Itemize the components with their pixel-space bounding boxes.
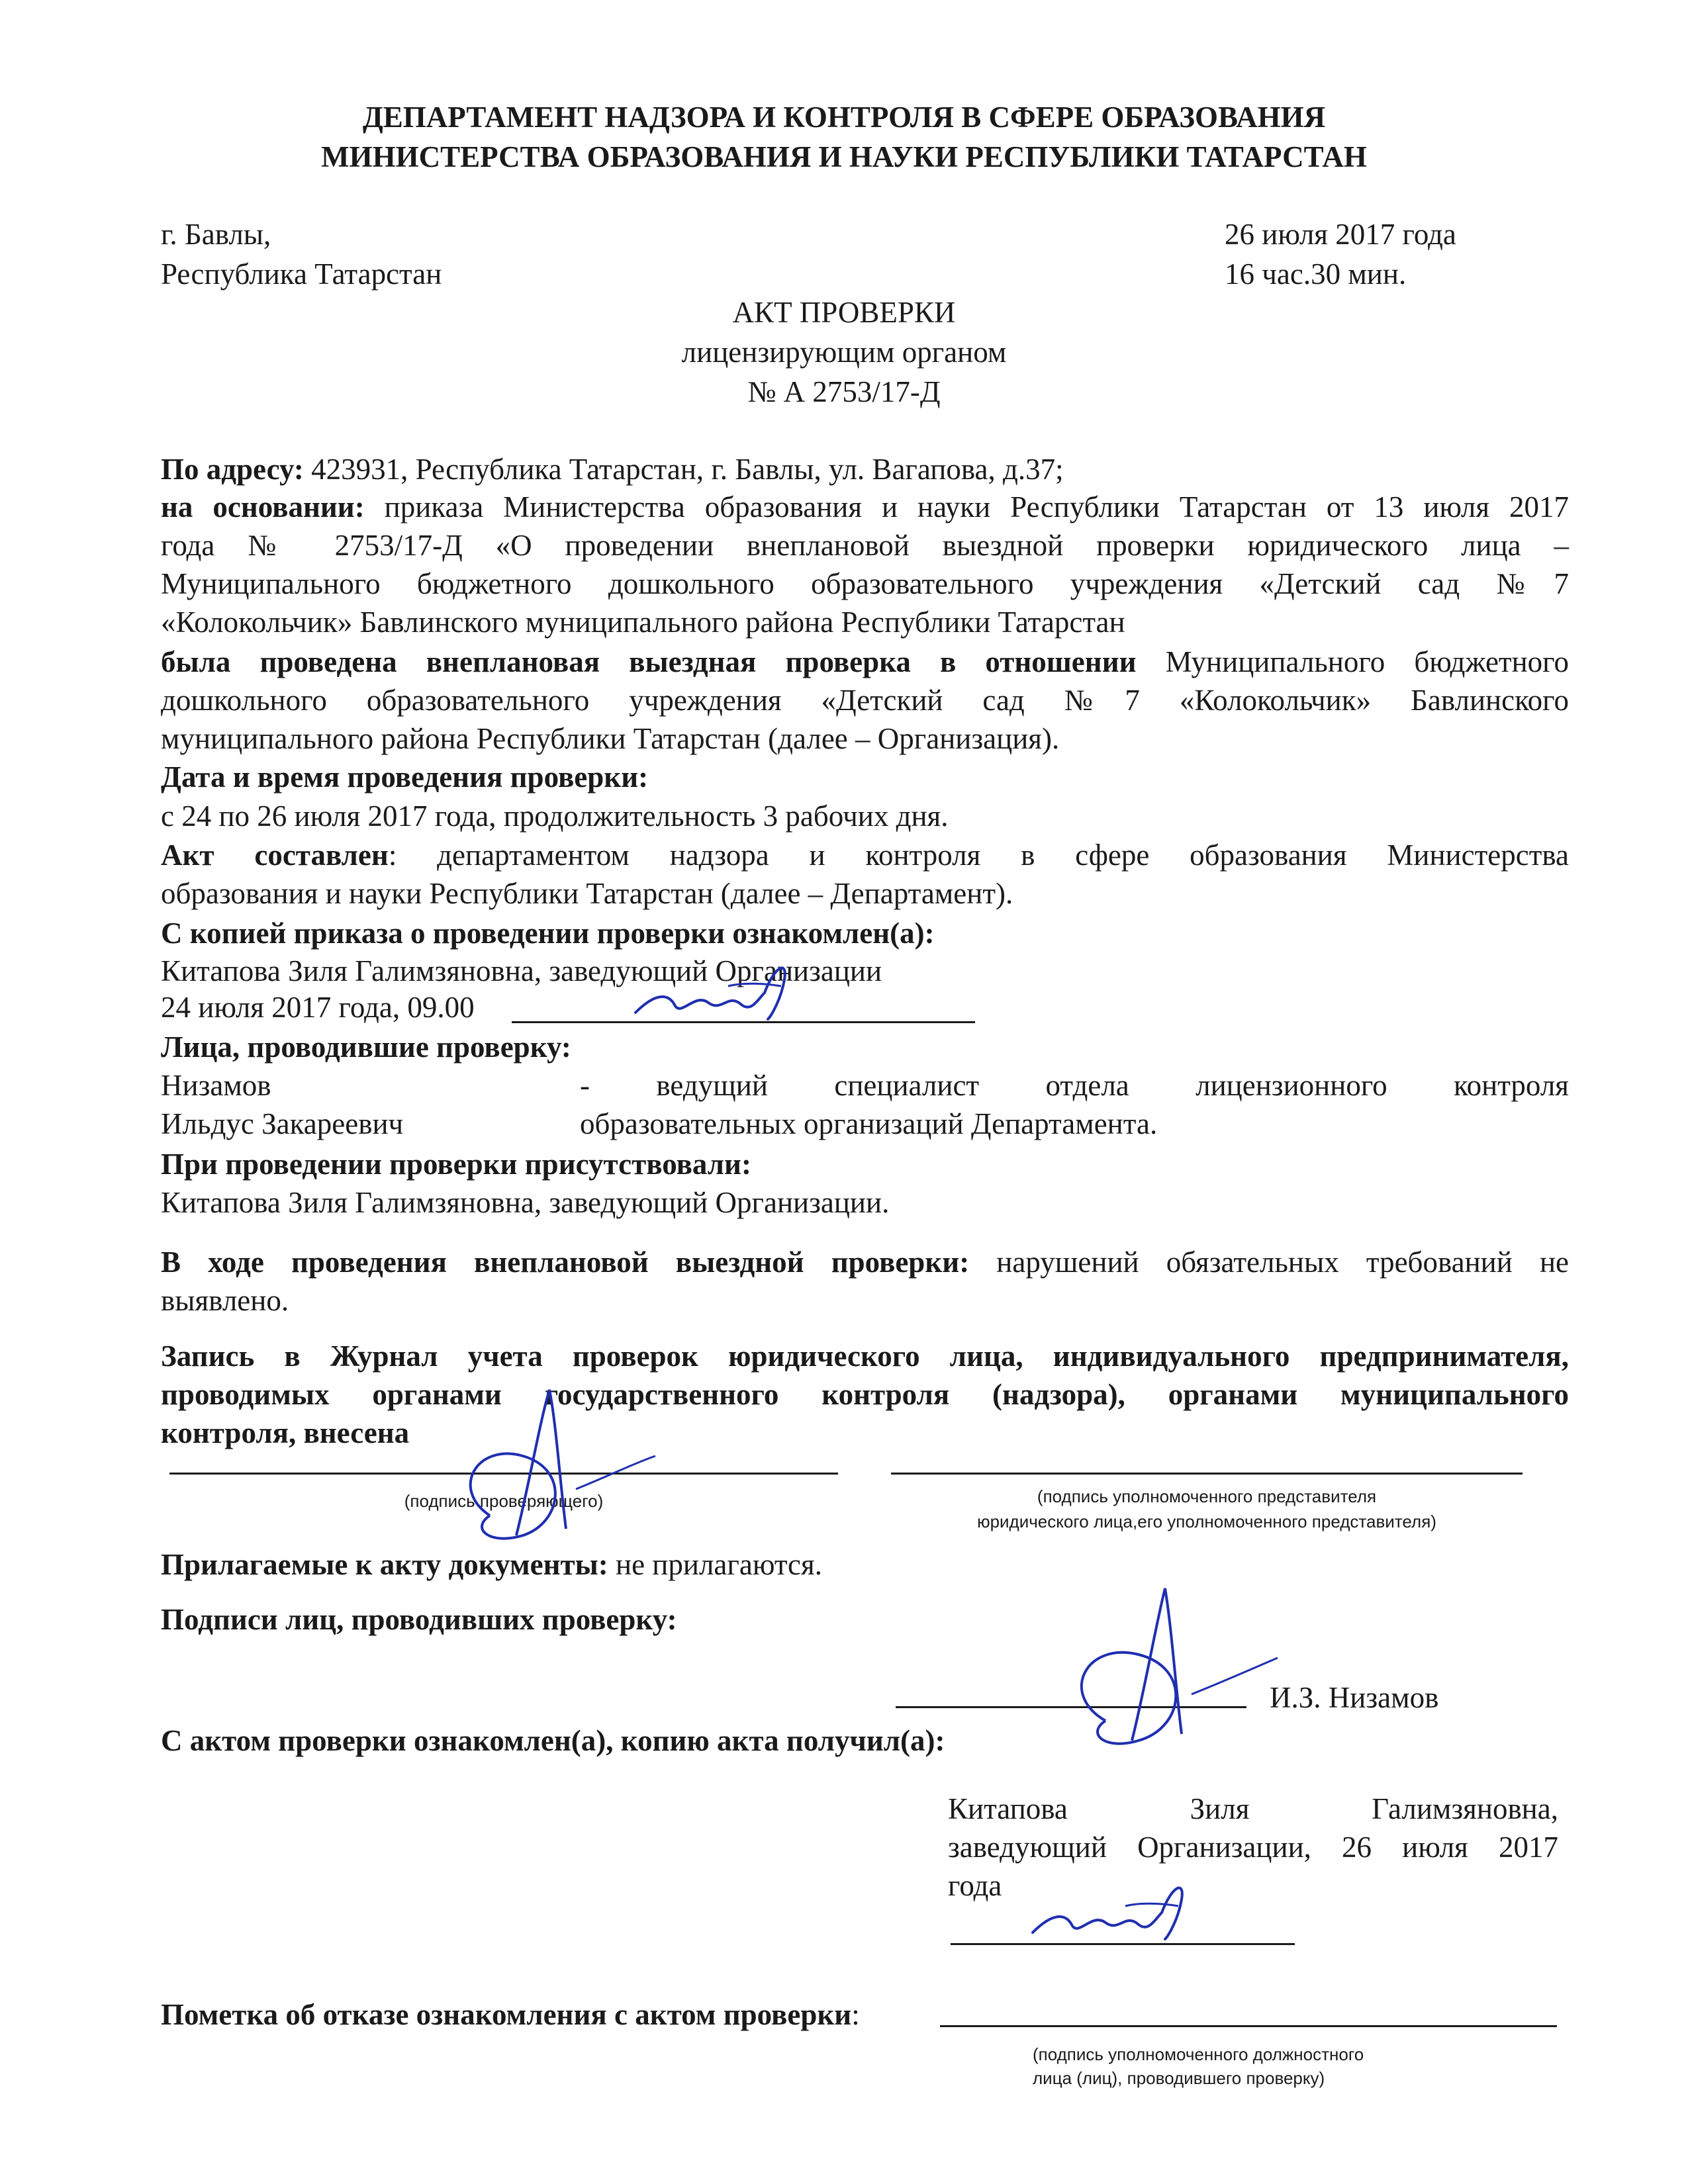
result-label: В ходе проведения внеплановой выездной проверки: [161,1246,970,1279]
result-line-2: выявлено. [161,1284,289,1317]
inspector-signature-caption: (подпись проверяющего) [404,1491,604,1511]
basis-label: на основании: [161,490,365,523]
inspector-name: Ильдус Закареевич [161,1107,404,1140]
inspector-role-line-1: - ведущий специалист отдела лицензионного контроля [580,1069,1569,1102]
received-label: С актом проверки ознакомлен(а), копию акта получил(а): [161,1724,945,1757]
journal-line-1: Запись в Журнал учета проверок юридического лица, индивидуального предпринимателя, [161,1340,1569,1373]
representative-caption-line-2: юридического лица,его уполномоченного представителя) [977,1512,1436,1531]
act-title: АКТ ПРОВЕРКИ [732,296,956,329]
inspection-label: была проведена внеплановая выездная проверка в отношении [161,645,1137,678]
attached-label: Прилагаемые к акту документы: [161,1548,608,1581]
representative-signature-line [891,1473,1523,1475]
copy-label: С копией приказа о проведении проверки ознакомлен(а): [161,917,935,950]
compiled-line-1 [161,836,1569,874]
inspection-line-2: дошкольного образовательного учреждения «Детский сад №7 «Колокольчик» Бавлинского [161,684,1569,717]
signer-name: И.З. Низамов [1270,1681,1439,1714]
signature-inspector-2 [1033,1582,1284,1754]
refusal-caption-line-1: (подпись уполномоченного должностного [1033,2044,1364,2064]
present-label: При проведении проверки присутствовали: [161,1148,751,1181]
signature-kitapova-2 [1026,1873,1198,1946]
signatures-label: Подписи лиц, проводивших проверку: [161,1603,677,1636]
attached-value: не прилагаются. [608,1548,822,1581]
basis-text-1: приказа Министерства образования и науки Республики Татарстан от 13 июля 2017 [364,490,1569,523]
act-number: № А 2753/17-Д [747,375,941,408]
copy-date: 24 июля 2017 года, 09.00 [161,991,475,1024]
basis-line-2: года № 2753/17-Д «О проведении внеплановой выездной проверки юридического лица – [161,529,1569,562]
inspection-text-1: Муниципального бюджетного [1136,645,1570,678]
address-label: По адресу: [161,453,304,486]
department-title-line1: ДЕПАРТАМЕНТ НАДЗОРА И КОНТРОЛЯ В СФЕРЕ ОБРАЗОВАНИЯ [362,101,1326,134]
act-date: 26 июля 2017 года [1225,218,1456,251]
place-region: Республика Татарстан [161,257,442,291]
address-line [161,450,1064,488]
signature-kitapova-1 [629,953,801,1026]
basis-line-1 [161,488,1569,526]
recipient-line-2: заведующий Организации, 26 июля 2017 [948,1831,1558,1864]
place-city: г. Бавлы, [161,218,271,251]
basis-line-4: «Колокольчик» Бавлинского муниципального района Республики Татарстан [161,606,1125,639]
recipient-line-3: года [948,1869,1002,1902]
inspection-line-1 [161,643,1569,681]
act-time: 16 час.30 мин. [1225,257,1407,291]
inspector-surname: Низамов [161,1069,271,1102]
inspection-line-3: муниципального района Республики Татарстан (далее – Организация). [161,722,1060,755]
refusal-line [161,1995,860,2034]
journal-line-3: контроля, внесена [161,1416,410,1449]
recipient-line-1: Китапова Зиля Галимзяновна, [948,1792,1558,1825]
basis-line-3: Муниципального бюджетного дошкольного образовательного учреждения «Детский сад №7 [161,567,1569,600]
compiled-label: Акт составлен [161,839,389,872]
compiled-line-2: образования и науки Республики Татарстан (далее – Департамент). [161,877,1013,910]
inspector-role-line-2: образовательных организаций Департамента. [580,1107,1158,1140]
refusal-label: Пометка об отказе ознакомления с актом проверки [161,1998,852,2031]
refusal-signature-line [940,2025,1557,2027]
representative-caption-line-1: (подпись уполномоченного представителя [1037,1486,1377,1506]
act-subtitle: лицензирующим органом [681,336,1007,369]
copy-person: Китапова Зиля Галимзяновна, заведующий Организации [161,954,882,987]
present-value: Китапова Зиля Галимзяновна, заведующий Организации. [161,1186,890,1219]
result-text-1: нарушений обязательных требований не [969,1246,1570,1279]
department-title-line2: МИНИСТЕРСТВА ОБРАЗОВАНИЯ И НАУКИ РЕСПУБЛИКИ ТАТАРСТАН [321,140,1367,173]
address-value: 423931, Республика Татарстан, г. Бавлы, ул. Вагапова, д.37; [303,453,1064,486]
journal-line-2: проводимых органами государственного контроля (надзора), органами муниципального [161,1378,1569,1411]
inspectors-label: Лица, проводившие проверку: [161,1030,571,1064]
refusal-colon: : [851,1998,860,2031]
result-line-1 [161,1243,1569,1281]
signature-inspector-1 [424,1383,662,1555]
compiled-text-1: : департаментом надзора и контроля в сфере образования Министерства [388,839,1569,872]
dates-value: с 24 по 26 июля 2017 года, продолжительность 3 рабочих дня. [161,799,949,833]
dates-label: Дата и время проведения проверки: [161,760,649,794]
refusal-caption-line-2: лица (лиц), проводившего проверку) [1033,2068,1325,2088]
